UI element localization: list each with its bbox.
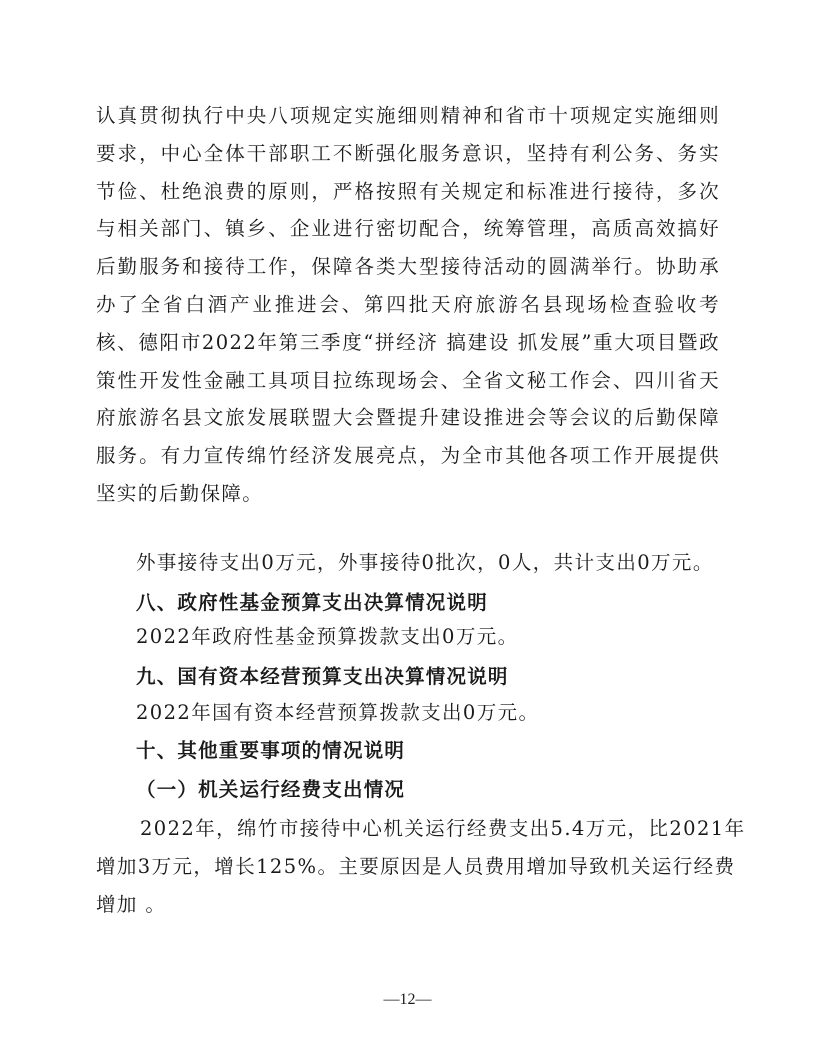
operating-expense-line-2: 增加3万元，增长125%。主要原因是人员费用增加导致机关运行经费 [96, 855, 736, 878]
reception-work-paragraph: 认真贯彻执行中央八项规定实施细则精神和省市十项规定实施细则要求，中心全体干部职工不断强化服务意识，坚持有利公务、务实节俭、杜绝浪费的原则，严格按照有关规定和标准进行接待，多次与相关部门、镇乡、企业进行密切配合，统筹管理，高质高效搞好后勤服务和接待工作，保障各类大型接待活动的圆满举行。协助承办了全省白酒产业推进会、第四批天府旅游名县现场检查验收考核、德阳市2022年第三季度“拼经济 搞建设 抓发展”重大项目暨政策性开发性金融工具项目拉练现场会、全省文秘工作会、四川省天府旅游名县文旅发展联盟大会暨提升建设推进会等会议的后勤保障服务。有力宣传绵竹经济发展亮点，为全市其他各项工作开展提供坚实的后勤保障。 [96, 104, 720, 505]
foreign-affairs-paragraph: 外事接待支出0万元，外事接待0批次，0人，共计支出0万元。 [136, 551, 714, 574]
section-8-text: 2022年政府性基金预算拨款支出0万元。 [136, 625, 519, 648]
section-9-heading: 九、国有资本经营预算支出决算情况说明 [136, 665, 509, 688]
section-9-text: 2022年国有资本经营预算拨款支出0万元。 [136, 701, 540, 724]
section-8-heading: 八、政府性基金预算支出决算情况说明 [136, 591, 488, 614]
operating-expense-line-1: 2022年，绵竹市接待中心机关运行经费支出5.4万元，比2021年 [140, 817, 746, 840]
page-number: —12— [383, 991, 432, 1008]
subsection-1-heading: （一）机关运行经费支出情况 [136, 778, 406, 801]
operating-expense-line-3: 增加 。 [96, 893, 167, 916]
section-10-heading: 十、其他重要事项的情况说明 [136, 739, 406, 762]
